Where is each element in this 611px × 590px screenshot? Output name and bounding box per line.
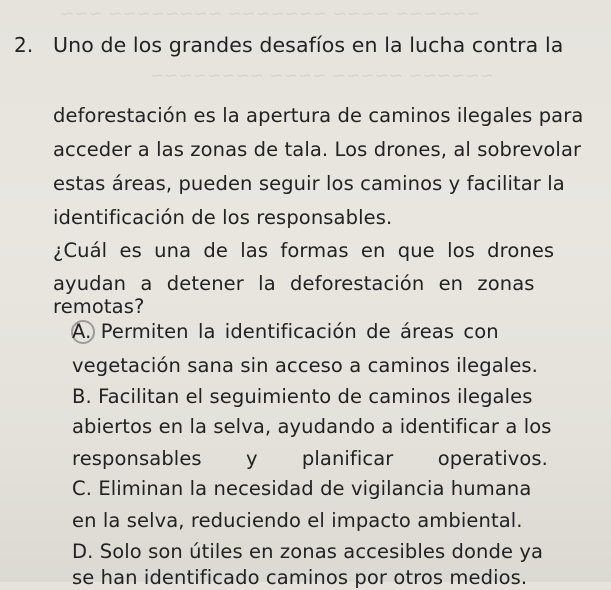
option-b-line[interactable]: B. Facilitan el seguimiento de caminos ilegales <box>72 385 533 408</box>
option-c-line[interactable]: en la selva, reduciendo el impacto ambiental. <box>72 509 523 532</box>
option-d-line[interactable]: se han identificado caminos por otros medios. <box>72 566 528 589</box>
option-d-line[interactable]: D. Solo son útiles en zonas accesibles donde ya <box>72 540 544 563</box>
option-b-line[interactable]: abiertos en la selva, ayudando a identificar a los <box>72 415 552 438</box>
option-b-line[interactable]: responsables y planificar operativos. <box>72 447 548 470</box>
question-prompt-line: ¿Cuál es una de las formas en que los drones <box>53 239 555 262</box>
question-text-line: identificación de los responsables. <box>53 206 393 229</box>
question-number: 2. <box>14 33 34 57</box>
question-prompt-line: ayudan a detener la deforestación en zonas <box>53 272 535 295</box>
question-text-line <box>53 33 571 57</box>
question-text-line: deforestación es la apertura de caminos ilegales para <box>53 104 584 127</box>
question-text: Uno de los grandes desafíos en la lucha contra la <box>53 33 564 57</box>
bleed-through-text: ~~~~~~ ~~~~ ~~~~~~~ ~~~~~~~~ ~~~ <box>60 4 481 24</box>
bleed-through-text: ~~~~~~ ~~~~~ ~~~~ ~~~~~~~~ <box>150 66 494 86</box>
option-c-line[interactable]: C. Eliminan la necesidad de vigilancia humana <box>72 477 532 500</box>
question-prompt-line: remotas? <box>53 295 145 318</box>
question-text-line: acceder a las zonas de tala. Los drones, al sobrevolar <box>53 138 582 161</box>
question-text-line: estas áreas, pueden seguir los caminos y facilitar la <box>53 172 565 195</box>
option-a-line[interactable]: vegetación sana sin acceso a caminos ilegales. <box>72 354 538 377</box>
option-a-line[interactable]: A. Permiten la identificación de áreas con <box>72 320 499 343</box>
